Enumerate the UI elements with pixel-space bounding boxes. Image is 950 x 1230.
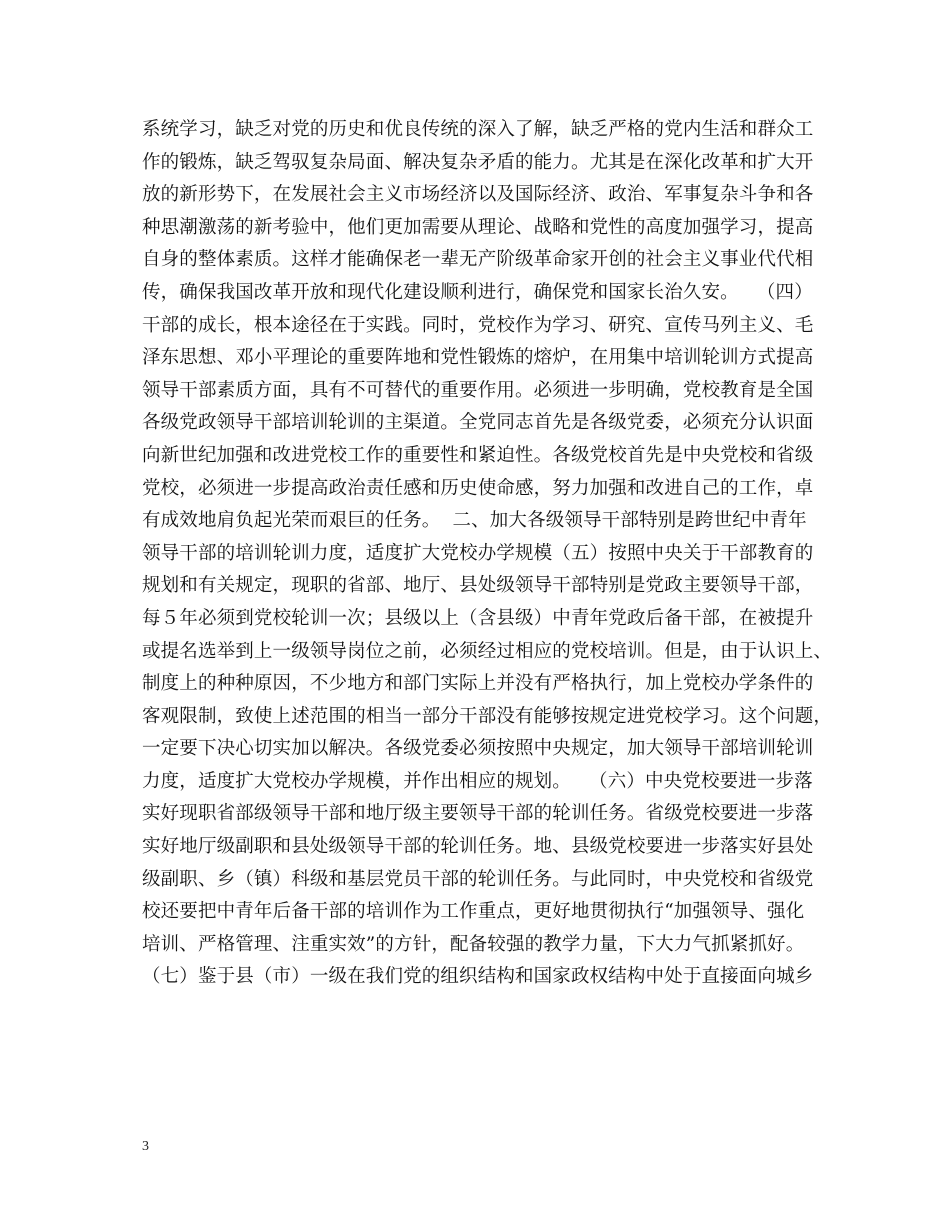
text-line: 力度，适度扩大党校办学规模，并作出相应的规划。 （六）中央党校要进一步落: [142, 770, 813, 792]
text-line: 领导干部的培训轮训力度，适度扩大党校办学规模（五）按照中央关于干部教育的: [142, 542, 814, 564]
text-line: 校还要把中青年后备干部的培训作为工作重点，更好地贯彻执行“加强领导、强化: [142, 901, 805, 923]
text-line: 各级党政领导干部培训轮训的主渠道。全党同志首先是各级党委，必须充分认识面: [142, 412, 814, 434]
text-line: （七）鉴于县（市）一级在我们党的组织结构和国家政权结构中处于直接面向城乡: [142, 966, 814, 988]
text-line: 放的新形势下，在发展社会主义市场经济以及国际经济、政治、军事复杂斗争和各: [142, 184, 814, 206]
page-number: 3: [142, 1139, 149, 1154]
text-line: 有成效地肩负起光荣而艰巨的任务。 二、加大各级领导干部特别是跨世纪中青年: [142, 510, 807, 532]
text-line: 或提名选举到上一级领导岗位之前，必须经过相应的党校培训。但是，由于认识上、: [142, 640, 833, 662]
text-line: 种思潮激荡的新考验中，他们更加需要从理论、战略和党性的高度加强学习，提高: [142, 216, 814, 238]
text-line: 规划和有关规定，现职的省部、地厅、县处级领导干部特别是党政主要领导干部，: [142, 575, 814, 597]
text-line: 培训、严格管理、注重实效”的方针，配备较强的教学力量，下大力气抓紧抓好。: [142, 933, 805, 955]
text-line: 泽东思想、邓小平理论的重要阵地和党性锻炼的熔炉，在用集中培训轮训方式提高: [142, 347, 814, 369]
text-line: 党校，必须进一步提高政治责任感和历史使命感，努力加强和改进自己的工作，卓: [142, 477, 814, 499]
text-line: 传，确保我国改革开放和现代化建设顺利进行，确保党和国家长治久安。 （四）: [142, 281, 813, 303]
text-line: 客观限制，致使上述范围的相当一部分干部没有能够按规定进党校学习。这个问题，: [142, 705, 833, 727]
text-line: 干部的成长，根本途径在于实践。同时，党校作为学习、研究、宣传马列主义、毛: [142, 314, 814, 336]
text-line: 实好现职省部级领导干部和地厅级主要领导干部的轮训任务。省级党校要进一步落: [142, 803, 814, 825]
text-line: 实好地厅级副职和县处级领导干部的轮训任务。地、县级党校要进一步落实好县处: [142, 836, 814, 858]
text-line: 自身的整体素质。这样才能确保老一辈无产阶级革命家开创的社会主义事业代代相: [142, 249, 814, 271]
text-line: 每５年必须到党校轮训一次；县级以上（含县级）中青年党政后备干部，在被提升: [142, 607, 814, 629]
text-line: 领导干部素质方面，具有不可替代的重要作用。必须进一步明确，党校教育是全国: [142, 379, 814, 401]
text-line: 一定要下决心切实加以解决。各级党委必须按照中央规定，加大领导干部培训轮训: [142, 738, 814, 760]
text-line: 级副职、乡（镇）科级和基层党员干部的轮训任务。与此同时，中央党校和省级党: [142, 868, 814, 890]
body-text: [142, 114, 842, 994]
text-line: 系统学习，缺乏对党的历史和优良传统的深入了解，缺乏严格的党内生活和群众工: [142, 119, 814, 140]
text-line: 作的锻炼，缺乏驾驭复杂局面、解决复杂矛盾的能力。尤其是在深化改革和扩大开: [142, 151, 814, 173]
text-line: 制度上的种种原因，不少地方和部门实际上并没有严格执行，加上党校办学条件的: [142, 673, 814, 695]
text-line: 向新世纪加强和改进党校工作的重要性和紧迫性。各级党校首先是中央党校和省级: [142, 444, 814, 466]
